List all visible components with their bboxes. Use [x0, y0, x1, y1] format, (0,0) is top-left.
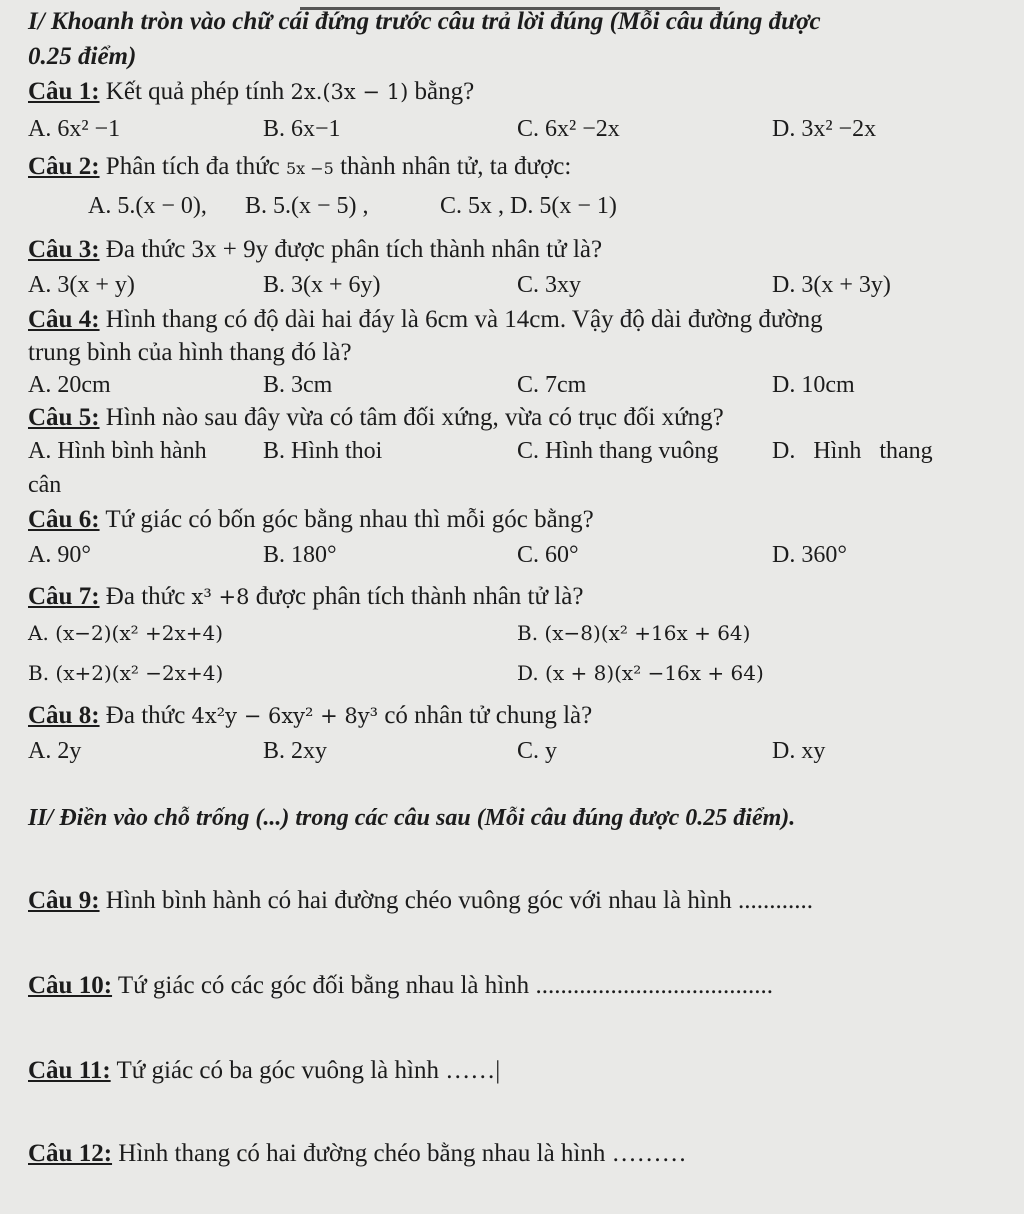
- q2-option-a[interactable]: A. 5.(x − 0),: [88, 193, 207, 219]
- question-9: [28, 887, 813, 915]
- q3-option-b[interactable]: B. 3(x + 6y): [263, 272, 381, 298]
- q5-option-c[interactable]: C. Hình thang vuông: [517, 438, 719, 464]
- question-text: Hình nào sau đây vừa có tâm đối xứng, vừa có trục đối xứng?: [105, 404, 724, 431]
- q2-option-c[interactable]: C. 5x ,: [440, 193, 505, 219]
- q4-option-a[interactable]: A. 20cm: [28, 372, 111, 398]
- section-1-heading-line-2: 0.25 điểm): [28, 43, 137, 70]
- q6-option-d[interactable]: D. 360°: [772, 542, 847, 568]
- answer-blank[interactable]: ………: [611, 1140, 687, 1167]
- question-text: Hình thang có hai đường chéo bằng nhau là hình: [118, 1140, 606, 1167]
- question-text: Đa thức: [105, 583, 186, 610]
- q3-option-a[interactable]: A. 3(x + y): [28, 272, 135, 298]
- cropped-top-text-edge: [300, 0, 720, 6]
- q5-option-d-continued: cân: [28, 472, 62, 498]
- question-label: Câu 2:: [28, 153, 100, 180]
- math-expression: 4x²y − 6xy² + 8y³: [191, 704, 379, 728]
- q5-option-d[interactable]: D. Hình thang: [772, 438, 933, 464]
- section-1-heading-line-1: I/ Khoanh tròn vào chữ cái đứng trước câu trả lời đúng (Mỗi câu đúng được: [28, 8, 821, 35]
- q6-option-a[interactable]: A. 90°: [28, 542, 91, 568]
- question-text: Hình thang có độ dài hai đáy là 6cm và 14cm. Vậy độ dài đường đường: [105, 306, 823, 333]
- question-label: Câu 9:: [28, 887, 100, 914]
- q3-option-d[interactable]: D. 3(x + 3y): [772, 272, 891, 298]
- q8-option-a[interactable]: A. 2y: [28, 738, 82, 764]
- answer-blank[interactable]: ……|: [445, 1057, 501, 1084]
- q1-option-b[interactable]: B. 6x−1: [263, 116, 341, 142]
- question-text: Hình bình hành có hai đường chéo vuông góc với nhau là hình: [105, 887, 732, 914]
- question-text: Tứ giác có ba góc vuông là hình: [116, 1057, 439, 1084]
- q6-option-c[interactable]: C. 60°: [517, 542, 579, 568]
- question-label: Câu 6:: [28, 506, 100, 533]
- question-label: Câu 10:: [28, 972, 113, 999]
- question-1: [28, 78, 474, 106]
- section-2-heading: II/ Điền vào chỗ trống (...) trong các câu sau (Mỗi câu đúng được 0.25 điểm).: [28, 805, 796, 831]
- question-8: [28, 702, 592, 730]
- question-text: Kết quả phép tính: [105, 78, 285, 105]
- question-text: có nhân tử chung là?: [384, 702, 593, 729]
- question-text: Tứ giác có các góc đối bằng nhau là hình: [117, 972, 530, 999]
- question-label: Câu 11:: [28, 1057, 111, 1084]
- question-11: [28, 1057, 500, 1085]
- question-text: Phân tích đa thức: [105, 153, 280, 180]
- q8-option-d[interactable]: D. xy: [772, 738, 826, 764]
- question-10: [28, 972, 773, 1000]
- math-expression: x³ +8: [191, 585, 250, 609]
- question-label: Câu 1:: [28, 78, 100, 105]
- question-5: [28, 404, 724, 432]
- q7-option-b[interactable]: B. (x−8)(x² +16x + 64): [517, 621, 751, 645]
- q5-option-b[interactable]: B. Hình thoi: [263, 438, 383, 464]
- question-2: [28, 153, 571, 181]
- q1-option-c[interactable]: C. 6x² −2x: [517, 116, 620, 142]
- q6-option-b[interactable]: B. 180°: [263, 542, 337, 568]
- answer-blank[interactable]: ............: [738, 887, 814, 914]
- q8-option-b[interactable]: B. 2xy: [263, 738, 328, 764]
- q2-option-b[interactable]: B. 5.(x − 5) ,: [245, 193, 369, 219]
- question-label: Câu 4:: [28, 306, 100, 333]
- q4-option-c[interactable]: C. 7cm: [517, 372, 587, 398]
- question-text: được phân tích thành nhân tử là?: [255, 583, 584, 610]
- question-text: Tứ giác có bốn góc bằng nhau thì mỗi góc bằng?: [105, 506, 594, 533]
- answer-blank[interactable]: ......................................: [535, 972, 773, 999]
- question-4-cont: trung bình của hình thang đó là?: [28, 339, 352, 366]
- math-expression: 2x.(3x − 1): [290, 80, 409, 104]
- question-12: [28, 1140, 687, 1168]
- math-expression: 5x −5: [285, 159, 334, 178]
- question-label: Câu 8:: [28, 702, 100, 729]
- question-text: bằng?: [414, 78, 475, 105]
- question-text: Đa thức 3x + 9y được phân tích thành nhân tử là?: [105, 236, 603, 263]
- q5-option-a[interactable]: A. Hình bình hành: [28, 438, 207, 464]
- question-label: Câu 12:: [28, 1140, 113, 1167]
- q1-option-d[interactable]: D. 3x² −2x: [772, 116, 877, 142]
- question-6: [28, 506, 594, 534]
- question-text: Đa thức: [105, 702, 186, 729]
- q4-option-d[interactable]: D. 10cm: [772, 372, 855, 398]
- question-label: Câu 7:: [28, 583, 100, 610]
- q3-option-c[interactable]: C. 3xy: [517, 272, 582, 298]
- question-text: thành nhân tử, ta được:: [340, 153, 572, 180]
- q4-option-b[interactable]: B. 3cm: [263, 372, 333, 398]
- question-label: Câu 5:: [28, 404, 100, 431]
- q1-option-a[interactable]: A. 6x² −1: [28, 116, 121, 142]
- q7-option-d[interactable]: D. (x + 8)(x² −16x + 64): [517, 661, 764, 685]
- question-3: [28, 236, 602, 264]
- q7-option-b-second[interactable]: B. (x+2)(x² −2x+4): [28, 661, 224, 685]
- question-4: [28, 306, 823, 334]
- q2-option-d[interactable]: D. 5(x − 1): [510, 193, 617, 219]
- question-label: Câu 3:: [28, 236, 100, 263]
- q7-option-a[interactable]: A. (x−2)(x² +2x+4): [28, 621, 224, 645]
- q8-option-c[interactable]: C. y: [517, 738, 558, 764]
- question-7: [28, 583, 583, 611]
